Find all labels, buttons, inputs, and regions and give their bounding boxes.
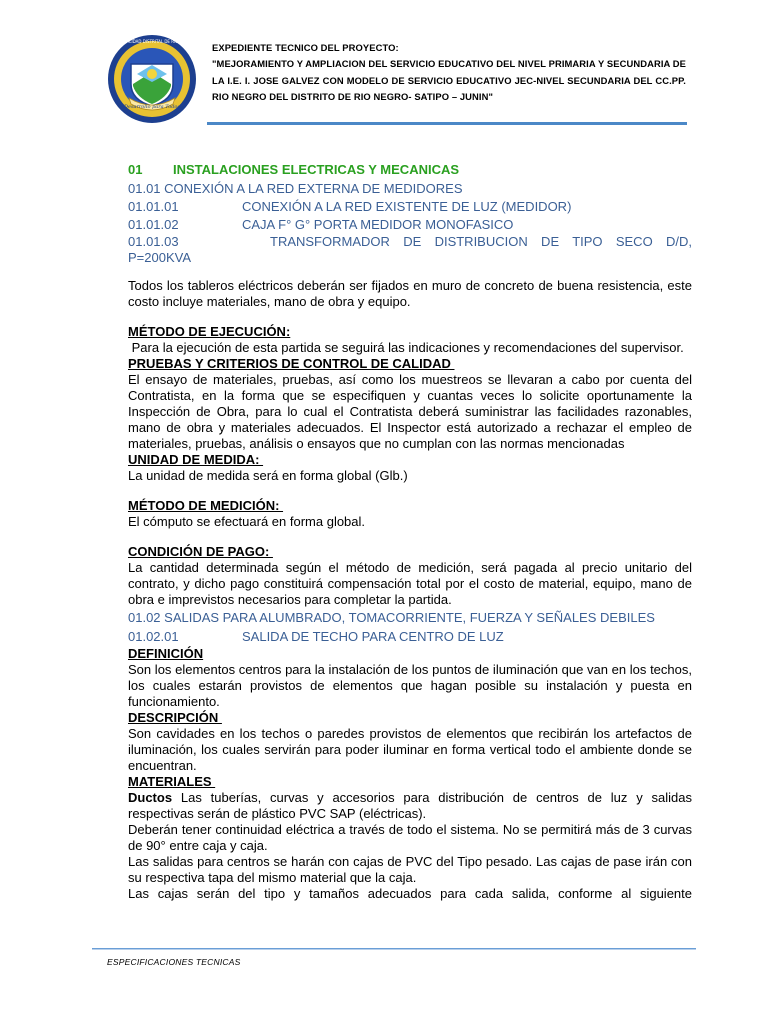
paragraph-metodo-ejecucion: Para la ejecución de esta partida se seguirá las indicaciones y recomendaciones del supervisor. (128, 340, 684, 355)
paragraph-unidad-medida: La unidad de medida será en forma global (Glb.) (128, 468, 408, 483)
header-line-2: "MEJORAMIENTO Y AMPLIACION DEL SERVICIO EDUCATIVO DEL NIVEL PRIMARIA Y SECUNDARIA DE LA I.E. I. JOSE GALVEZ CON MODELO DE SERVICIO EDUCATIVO JEC-NIVEL SECUNDARIA DEL CC.PP. RIO NEGRO DEL DISTRITO DE RIO NEGRO- SATIPO – JUNIN" (212, 58, 686, 103)
item-title-cont: P=200KVA (128, 250, 192, 265)
item-010102 (128, 216, 692, 234)
heading-metodo-ejecucion: MÉTODO DE EJECUCIÓN: (128, 324, 291, 339)
heading-definicion: DEFINICIÓN (128, 646, 204, 661)
logo-ribbon-text: Desarrollo para Todos (124, 104, 180, 110)
paragraph-descripcion: Son cavidades en los techos o paredes provistos de elementos que recibirán los artefactos de iluminación, los cuales servirán para poder iluminar en forma vertical todo el ambiente donde se encuentran. (128, 726, 692, 773)
section-0101-text: 01.01 CONEXIÓN A LA RED EXTERNA DE MEDIDORES (128, 181, 463, 196)
item-title: SALIDA DE TECHO PARA CENTRO DE LUZ (242, 629, 504, 644)
section-01-heading (128, 162, 692, 178)
ductos-text: Las tuberías, curvas y accesorios para distribución de centros de luz y salidas respectivas serán de plástico PVC SAP (eléctricas). (128, 790, 692, 821)
item-title: CAJA F° G° PORTA MEDIDOR MONOFASICO (242, 217, 514, 232)
paragraph-tableros: Todos los tableros eléctricos deberán ser fijados en muro de concreto de buena resistencia, este costo incluye materiales, mano de obra y equipo. (128, 278, 692, 309)
paragraph-salidas: Las salidas para centros se harán con cajas de PVC del Tipo pesado. Las cajas de pase irán con su respectiva tapa del mismo material que la caja. (128, 854, 692, 885)
header-line-1: EXPEDIENTE TECNICO DEL PROYECTO: (212, 42, 399, 53)
section-0101-heading (128, 180, 692, 198)
logo-ring-text: MUNICIPALIDAD DISTRITAL DE RIO NEGRO (109, 39, 195, 44)
item-code: 01.01.01 (128, 199, 179, 214)
item-code: 01.01.03 (128, 234, 179, 249)
heading-materiales: MATERIALES (128, 774, 216, 789)
paragraph-cajas: Las cajas serán del tipo y tamaños adecuados para cada salida, conforme al siguiente (128, 886, 692, 901)
paragraph-metodo-medicion: El cómputo se efectuará en forma global. (128, 514, 366, 529)
header-rule (207, 122, 687, 125)
item-title: TRANSFORMADOR DE DISTRIBUCION DE TIPO SECO D/D, (270, 234, 692, 249)
document-body (128, 162, 692, 902)
paragraph-condicion-pago: La cantidad determinada según el método de medición, será pagada al precio unitario del contrato, y dicho pago constituirá compensación total por el costo de material, equipo, mano de obra e imprevistos necesarios para completar la partida. (128, 560, 692, 607)
item-code: 01.01.02 (128, 217, 179, 232)
section-number: 01 (128, 162, 143, 177)
item-010103 (128, 234, 692, 266)
heading-pruebas: PRUEBAS Y CRITERIOS DE CONTROL DE CALIDAD (128, 356, 455, 371)
heading-condicion-pago: CONDICIÓN DE PAGO: (128, 544, 273, 559)
item-010101 (128, 198, 692, 216)
heading-unidad-medida: UNIDAD DE MEDIDA: (128, 452, 264, 467)
paragraph-pruebas: El ensayo de materiales, pruebas, así como los muestreos se llevaran a cabo por cuenta del Contratista, en la forma que se especifiquen y cuantas veces lo solicite oportunamente la Inspección de Obra, para lo cual el Contratista deberá suministrar las facilidades razonables, mano de obra y materiales adecuados. El Inspector está autorizado a rechazar el empleo de materiales, pruebas, análisis o ensayos que no cumplan con las normas mencionadas (128, 372, 692, 451)
heading-metodo-medicion: MÉTODO DE MEDICIÓN: (128, 498, 284, 513)
project-header (212, 40, 686, 106)
footer-label: ESPECIFICACIONES TECNICAS (107, 957, 241, 967)
footer-rule (92, 948, 696, 949)
ductos-label: Ductos (128, 790, 173, 805)
paragraph-ductos (128, 790, 692, 822)
paragraph-definicion: Son los elementos centros para la instalación de los puntos de iluminación que van en los techos, los cuales estarán provistos de elementos que hagan posible su instalación y puesta en funcionamiento. (128, 662, 692, 709)
paragraph-continuidad: Deberán tener continuidad eléctrica a través de todo el sistema. No se permitirá más de 3 curvas de 90° entre caja y caja. (128, 822, 692, 853)
item-code: 01.02.01 (128, 629, 179, 644)
heading-descripcion: DESCRIPCIÓN (128, 710, 222, 725)
item-010201 (128, 628, 692, 646)
section-0102-heading: 01.02 SALIDAS PARA ALUMBRADO, TOMACORRIENTE, FUERZA Y SEÑALES DEBILES (128, 610, 655, 625)
item-title: CONEXIÓN A LA RED EXISTENTE DE LUZ (MEDIDOR) (242, 199, 572, 214)
section-title: INSTALACIONES ELECTRICAS Y MECANICAS (173, 162, 460, 177)
municipality-logo (107, 34, 197, 124)
